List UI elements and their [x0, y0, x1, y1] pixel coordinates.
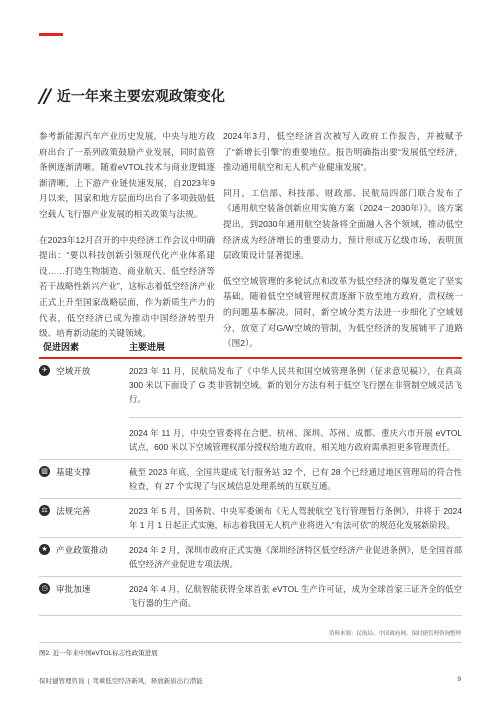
gavel-icon: ⚖: [39, 505, 50, 516]
factor-cell: [39, 460, 129, 498]
table-header: [39, 336, 462, 359]
building-icon: ▥: [39, 466, 50, 477]
source-note: 资料来源：民航局、中国政府网、保时捷管理咨询整理: [328, 631, 461, 637]
star-icon: ★: [39, 544, 50, 555]
progress-cell: [129, 359, 462, 459]
progress-cell: [129, 499, 462, 537]
progress-item: 截至 2023 年底，全国共建成飞行服务站 32 个，已有 28 个已经通过地区管理局的符合性检查，有 27 个实现了与区域信息处理系统的互联互通。: [129, 467, 462, 491]
progress-item: 2023 年 5 月，国务院、中央军委颁布《无人驾驶航空飞行管理暂行条例》，并将于 2024 年 1 月 1 日起正式实施，标志着我国无人机产业将进入“有法可依”的规范化发展新阶段。: [129, 506, 462, 530]
progress-cell: [129, 460, 462, 498]
left-column: [39, 129, 215, 352]
table-row-approval: [39, 577, 462, 616]
table-row-airspace: [39, 359, 462, 460]
page-number: 9: [457, 676, 461, 683]
factor-label: 审批加速: [56, 584, 91, 594]
factor-cell: [39, 577, 129, 615]
factor-label: 产业政策推动: [56, 545, 108, 555]
factor-label: 基建支撑: [56, 467, 91, 477]
factor-label: 空域开放: [56, 366, 91, 376]
left-paragraph-1: 参考新能源汽车产业历史发展，中央与地方政府出台了一系列政策鼓励产业发展，同时监管条例逐渐清晰。随着eVTOL技术与商业逻辑逐渐清晰，上下游产业链快速发展，自2023年9月以来，国家和地方层面均出台了多项鼓励低空载人飞行器产业发展的相关政策与法规。: [39, 131, 215, 219]
section-title: 近一年来主要宏观政策变化: [56, 88, 225, 104]
header-factor: 促进因素: [43, 342, 80, 352]
table-row-industrial-policy: [39, 538, 462, 577]
footer-separator: |: [87, 678, 90, 685]
progress-item: 2024 年 11 月，中央空管委将在合肥、杭州、深圳、苏州、成都、重庆六市开展 eVTOL 试点，600 米以下空域管理权部分授权给地方政府，相关地方政府需承担更多管理责任。: [129, 417, 462, 459]
progress-item: 2024 年 2 月，深圳市政府正式实施《深圳经济特区低空经济产业促进条例》，是全国首部低空经济产业促进专项法规。: [129, 545, 462, 569]
progress-cell: [129, 577, 462, 615]
factor-cell: [39, 538, 129, 576]
factor-cell: [39, 359, 129, 459]
policy-table: [39, 336, 462, 616]
header-progress: 主要进展: [129, 342, 166, 352]
top-accent-bar: [39, 33, 63, 36]
caption-divider: [39, 642, 462, 643]
right-paragraph-3: 低空空域管理的多轮试点和改革为低空经济的爆发奠定了坚实基础。随着低空空域管理权责逐渐下放至地方政府，责权统一的问题基本解决。同时，新空域分类方法进一步细化了空域划分，放宽了对G/W空域的管制，为低空经济的发展铺平了道路（图2）。: [223, 275, 463, 349]
right-paragraph-1: 2024年3月，低空经济首次被写入政府工作报告，并被赋予了“新增长引擎”的重要地位。报告明确指出要“发展低空经济，推动通用航空和无人机产业健康发展”。: [223, 131, 463, 173]
clock-icon: ◷: [39, 583, 50, 594]
factor-label: 法规完善: [56, 506, 91, 516]
table-row-infrastructure: [39, 460, 462, 499]
section-heading: [39, 86, 225, 106]
left-paragraph-2: 在2023年12月召开的中央经济工作会议中明确提出：“要以科技创新引领现代化产业体系建设……打造生物制造、商业航天、低空经济等若干战略性新兴产业”，这标志着低空经济产业正式上升至国家战略层面，作为新质生产力的代表，低空经济已成为推动中国经济转型升级、培育新动能的关键领域。: [39, 234, 215, 339]
footer-report-title: 驾乘低空经济新风，释放新质出行潜能: [92, 678, 203, 685]
progress-item: 2024 年 4 月，亿航智能获得全球首张 eVTOL 生产许可证，成为全球首家三证齐全的低空飞行器的生产商。: [129, 584, 462, 608]
right-column: [223, 129, 463, 362]
factor-cell: [39, 499, 129, 537]
airplane-icon: ✈: [39, 365, 50, 376]
table-row-regulation: [39, 499, 462, 538]
progress-item: 2023 年 11 月，民航局发布了《中华人民共和国空域管理条例（征求意见稿）》，在真高 300 米以下面设了 G 类非管制空域。新的划分方法有利于低空飞行摆在非管制空域灵活飞行。: [129, 366, 462, 404]
figure-caption: 图2. 近一年来中国eVTOL标志性政策进展: [39, 650, 158, 657]
slash-marks: //: [39, 84, 49, 107]
progress-cell: [129, 538, 462, 576]
right-paragraph-2: 同月，工信部、科技部、财政部、民航局四部门联合发布了《通用航空装备创新应用实施方案（2024－2030年）》。该方案提出，到2030年通用航空装备将全面融入各个领域，推动低空经济成为经济增长的重要动力，预计形成万亿级市场，表明顶层政策设计显著提速。: [223, 187, 463, 261]
footer-org: 保时捷管理咨询: [39, 678, 85, 685]
footer: [39, 676, 203, 685]
